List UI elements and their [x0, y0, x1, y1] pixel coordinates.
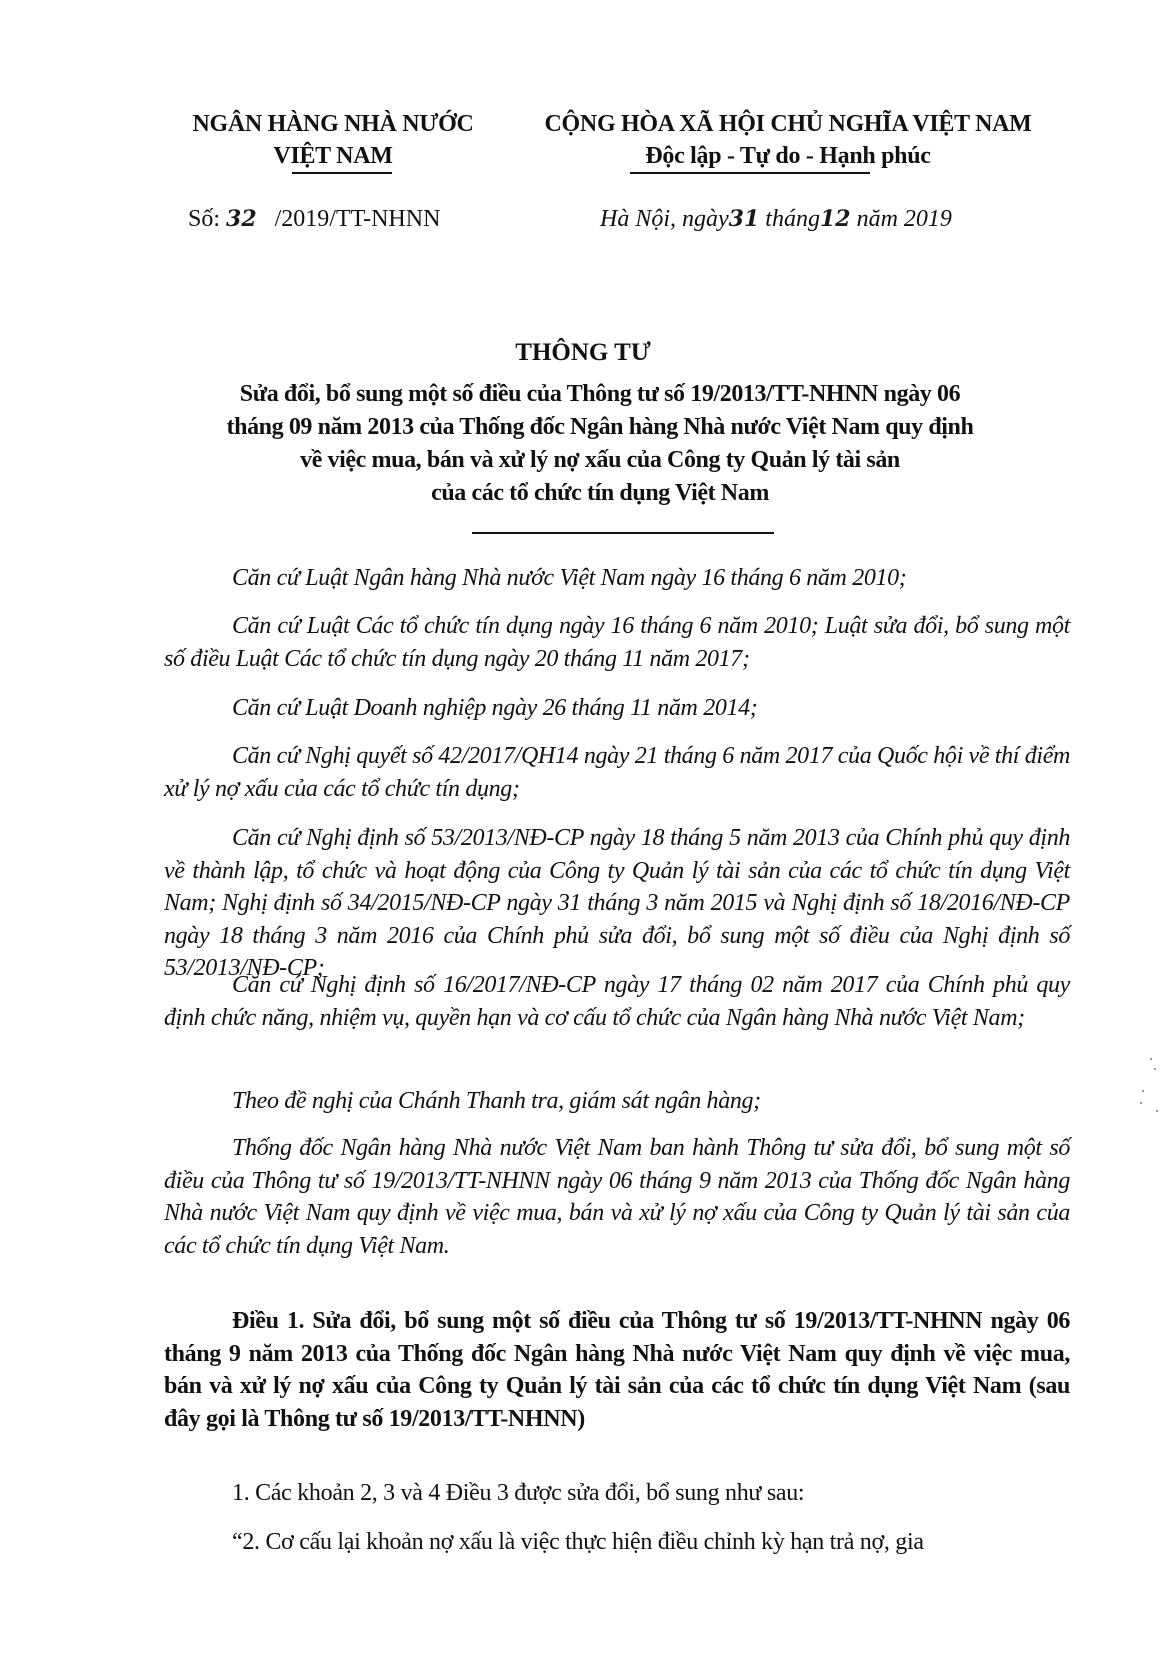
preamble-paragraph: Căn cứ Nghị định số 16/2017/NĐ-CP ngày 17 tháng 02 năm 2017 của Chính phủ quy định chức năng, nhiệm vụ, quyền hạn và cơ cấu tổ chức của Ngân hàng Nhà nước Việt Nam; [164, 972, 1070, 1031]
place-date-prefix: Hà Nội, ngày [600, 206, 729, 232]
month-label: tháng [765, 206, 820, 232]
subject-line: Sửa đổi, bổ sung một số điều của Thông tư số 19/2013/TT-NHNN ngày 06 [239, 381, 961, 407]
number-prefix: Số: [188, 206, 221, 232]
number-suffix: /2019/TT-NHNN [274, 206, 441, 232]
speck [1150, 1058, 1152, 1060]
subject-line: về việc mua, bán và xử lý nợ xấu của Công ty Quản lý tài sản [300, 447, 900, 473]
speck [1140, 1102, 1142, 1104]
national-motto: Độc lập - Tự do - Hạnh phúc [645, 143, 931, 169]
nation-name: CỘNG HÒA XÃ HỘI CHỦ NGHĨA VIỆT NAM [544, 111, 1032, 137]
title-divider [472, 532, 774, 534]
handwritten-month: 12 [819, 206, 851, 232]
clause-1: 1. Các khoản 2, 3 và 4 Điều 3 được sửa đổi, bổ sung như sau: [232, 1480, 805, 1506]
agency-line-2: VIỆT NAM [273, 143, 393, 169]
motto-underline [630, 172, 870, 174]
preamble-paragraph: Căn cứ Nghị quyết số 42/2017/QH14 ngày 21 tháng 6 năm 2017 của Quốc hội về thí điểm xử lý nợ xấu của các tổ chức tín dụng; [164, 743, 1070, 802]
preamble-paragraph: Căn cứ Nghị định số 53/2013/NĐ-CP ngày 18 tháng 5 năm 2013 của Chính phủ quy định về thành lập, tổ chức và hoạt động của Công ty Quản lý tài sản của các tổ chức tín dụng Việt Nam; Nghị định số 34/2015/NĐ-CP ngày 31 tháng 3 năm 2015 và Nghị định số 18/2016/NĐ-CP ngày 18 tháng 3 năm 2016 của Chính phủ sửa đổi, bổ sung một số điều của Nghị định số 53/2013/NĐ-CP; [164, 825, 1070, 981]
document-number [188, 204, 440, 234]
year-text: năm 2019 [856, 206, 952, 232]
handwritten-number: 32 [226, 206, 257, 232]
issuing-agency [168, 108, 498, 172]
subject-line: tháng 09 năm 2013 của Thống đốc Ngân hàng Nhà nước Việt Nam quy định [226, 414, 974, 440]
speck [1156, 1110, 1158, 1112]
speck [1154, 1068, 1156, 1070]
document-type-title: THÔNG TƯ [515, 339, 651, 366]
preamble-paragraph: Căn cứ Luật Các tổ chức tín dụng ngày 16 tháng 6 năm 2010; Luật sửa đổi, bổ sung một số điều Luật Các tổ chức tín dụng ngày 20 tháng 11 năm 2017; [164, 613, 1070, 672]
national-header [508, 108, 1068, 172]
article-1-heading: Điều 1. Sửa đổi, bổ sung một số điều của Thông tư số 19/2013/TT-NHNN ngày 06 tháng 9 năm 2013 của Thống đốc Ngân hàng Nhà nước Việt Nam quy định về việc mua, bán và xử lý nợ xấu của Công ty Quản lý tài sản của các tổ chức tín dụng Việt Nam (sau đây gọi là Thông tư số 19/2013/TT-NHNN) [164, 1308, 1070, 1432]
preamble-paragraph: Thống đốc Ngân hàng Nhà nước Việt Nam ban hành Thông tư sửa đổi, bổ sung một số điều của Thông tư số 19/2013/TT-NHNN ngày 06 tháng 9 năm 2013 của Thống đốc Ngân hàng Nhà nước Việt Nam quy định về việc mua, bán và xử lý nợ xấu của Công ty Quản lý tài sản của các tổ chức tín dụng Việt Nam. [164, 1135, 1070, 1259]
handwritten-day: 31 [728, 206, 760, 232]
preamble-paragraph: Căn cứ Luật Ngân hàng Nhà nước Việt Nam ngày 16 tháng 6 năm 2010; [232, 565, 907, 591]
agency-underline [292, 172, 392, 174]
preamble-paragraph: Căn cứ Luật Doanh nghiệp ngày 26 tháng 11 năm 2014; [232, 695, 758, 721]
agency-line-1: NGÂN HÀNG NHÀ NƯỚC [192, 111, 474, 137]
speck [1142, 1090, 1144, 1092]
preamble-paragraph: Theo đề nghị của Chánh Thanh tra, giám sát ngân hàng; [232, 1088, 761, 1114]
clause-2-start: “2. Cơ cấu lại khoản nợ xấu là việc thực hiện điều chỉnh kỳ hạn trả nợ, gia [232, 1529, 924, 1555]
place-and-date [600, 204, 952, 234]
scan-noise [1120, 1050, 1160, 1120]
document-subject [150, 378, 1050, 510]
subject-line: của các tổ chức tín dụng Việt Nam [431, 480, 769, 506]
